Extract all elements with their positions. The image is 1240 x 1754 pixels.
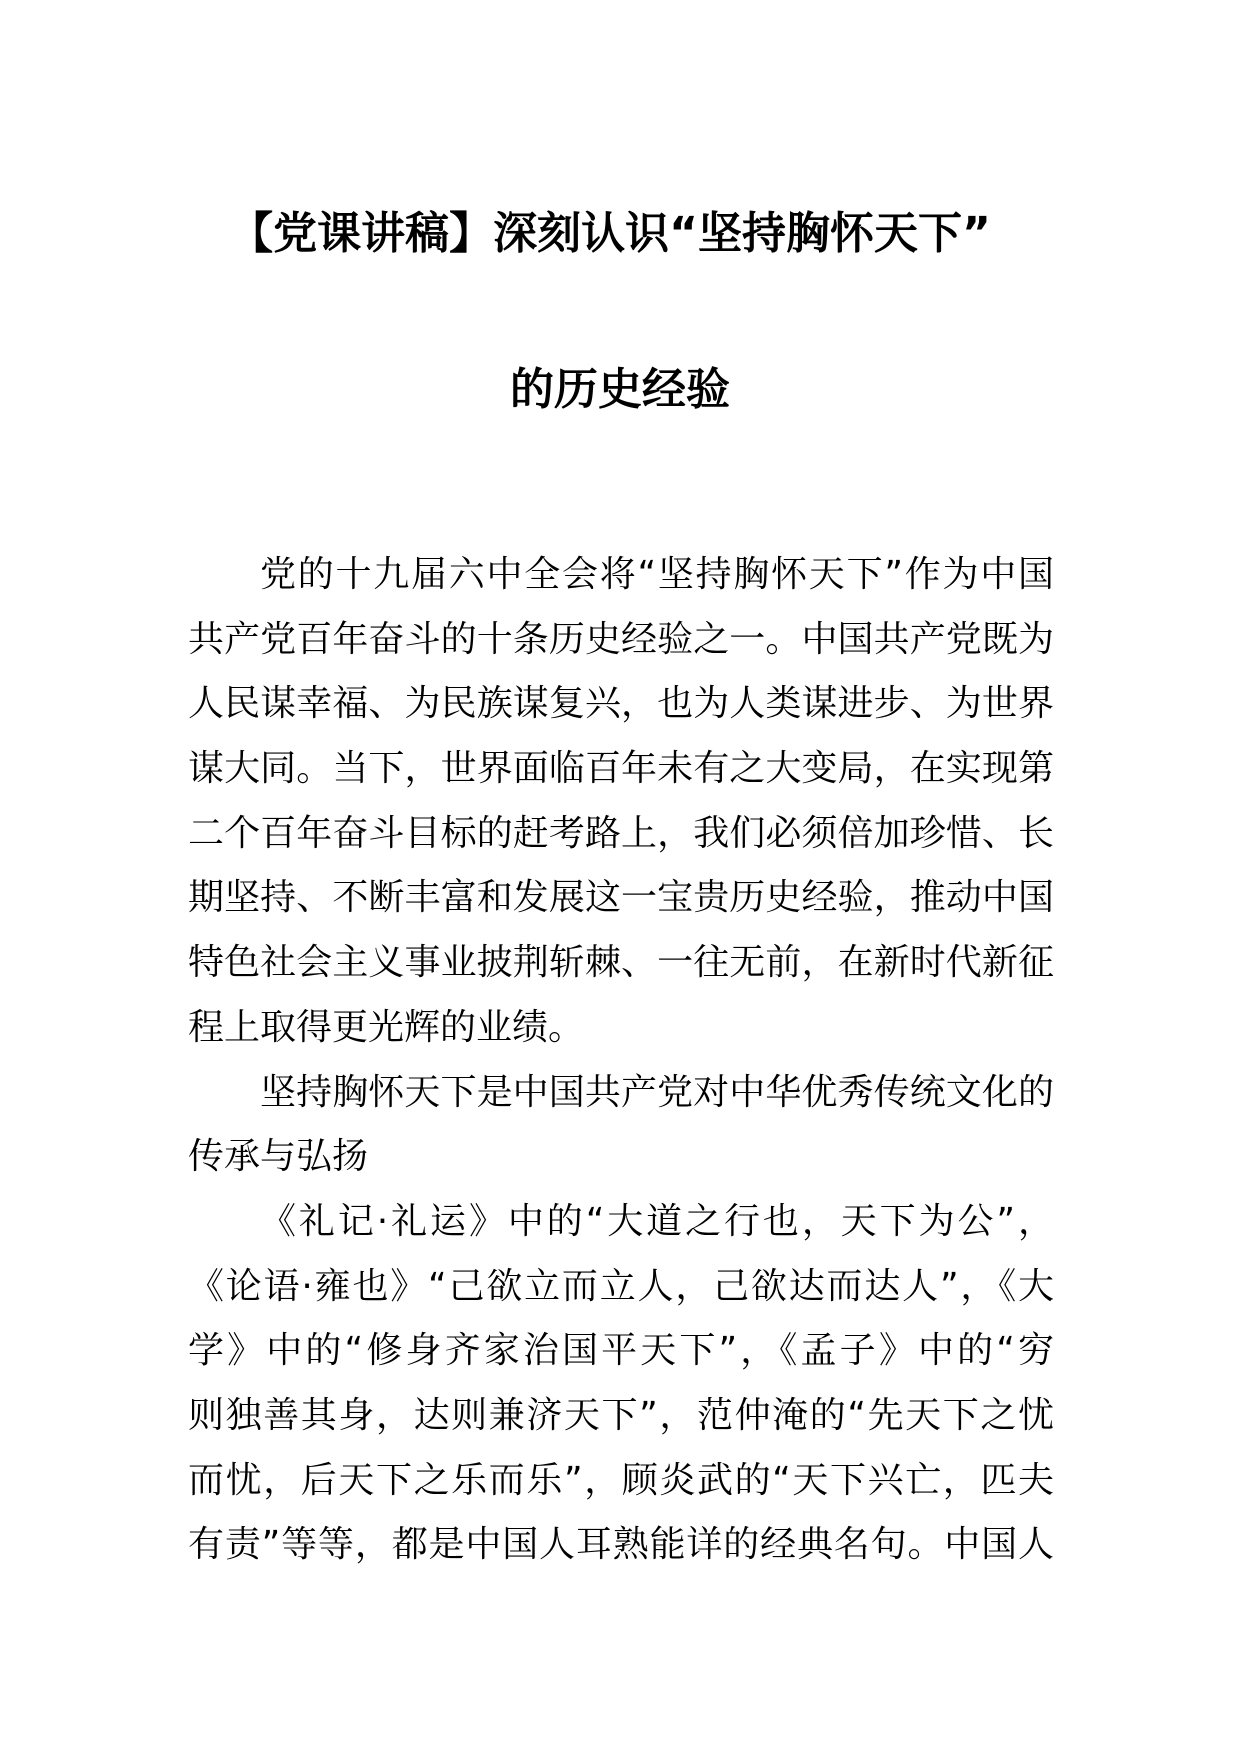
- paragraph-3-line: 《礼记·礼运》中的“大道之行也，天下为公”，: [260, 1200, 1054, 1242]
- paragraph-1-line: 二个百年奋斗目标的赶考路上，我们必须倍加珍惜、长: [188, 812, 1054, 854]
- section-heading-line: 坚持胸怀天下是中国共产党对中华优秀传统文化的: [260, 1071, 1054, 1113]
- paragraph-1-line: 程上取得更光辉的业绩。: [188, 1006, 585, 1048]
- paragraph-3-line: 《论语·雍也》“己欲立而立人，己欲达而达人”，《大: [188, 1265, 1054, 1307]
- section-heading-line: 传承与弘扬: [188, 1136, 369, 1178]
- paragraph-1-line: 党的十九届六中全会将“坚持胸怀天下”作为中国: [260, 554, 1054, 595]
- paragraph-3-line: 学》中的“修身齐家治国平天下”，《孟子》中的“穷: [188, 1330, 1054, 1372]
- paragraph-1-line: 期坚持、不断丰富和发展这一宝贵历史经验，推动中国: [188, 877, 1054, 919]
- paragraph-3-line: 而忧，后天下之乐而乐”，顾炎武的“天下兴亡，匹夫: [188, 1459, 1054, 1501]
- paragraph-1-line: 特色社会主义事业披荆斩棘、一往无前，在新时代新征: [188, 942, 1054, 984]
- paragraph-1-line: 人民谋幸福、为民族谋复兴，也为人类谋进步、为世界: [188, 683, 1054, 725]
- paragraph-3-line: 有责”等等，都是中国人耳熟能详的经典名句。中国人: [188, 1524, 1054, 1566]
- document-body: [188, 543, 1054, 1578]
- paragraph-1-line: 共产党百年奋斗的十条历史经验之一。中国共产党既为: [188, 618, 1054, 660]
- paragraph-1-line: 谋大同。当下，世界面临百年未有之大变局，在实现第: [188, 748, 1054, 790]
- paragraph-3-line: 则独善其身，达则兼济天下”，范仲淹的“先天下之忧: [188, 1394, 1054, 1436]
- document-title-line-1: 【党课讲稿】深刻认识“坚持胸怀天下”: [229, 208, 991, 259]
- document-title-line-2: 的历史经验: [510, 364, 730, 415]
